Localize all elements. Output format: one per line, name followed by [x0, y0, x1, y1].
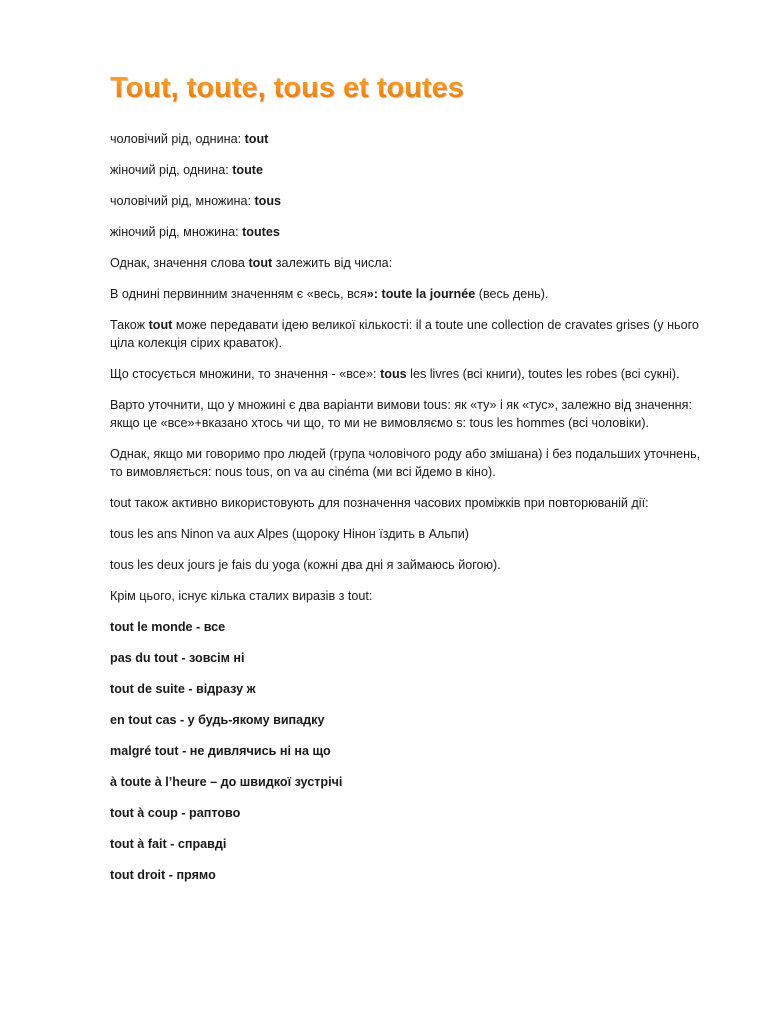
form-masc-singular — [110, 130, 715, 148]
bold-text: tout — [248, 256, 273, 270]
expression-item: tout de suite - відразу ж — [110, 682, 256, 696]
paragraph-plural — [110, 365, 715, 383]
text: Що стосується множини, то значення - «все»: — [110, 367, 381, 381]
expression-item: tout le monde - все — [110, 620, 226, 634]
text: (весь день). — [475, 287, 549, 301]
form-fem-plural — [110, 223, 715, 241]
paragraph-pronunciation: Варто уточнити, що у множині є два варіанти вимови tous: як «ту» і як «тус», залежно від значення: якщо це «все»+вказано хтось чи що, то ми не вимовляємо s: tous les hommes (всі чоловіки). — [110, 398, 692, 430]
expression-item: malgré tout - не дивлячись ні на що — [110, 744, 331, 758]
form-word: tout — [244, 132, 269, 146]
paragraph-singular — [110, 285, 715, 303]
expression-item: tout à fait - справді — [110, 837, 227, 851]
form-label: чоловічий рід, однина: — [110, 132, 245, 146]
text: Також — [110, 318, 149, 332]
paragraph-quantity — [110, 316, 715, 352]
text: В однині первинним значенням є «весь, вся — [110, 287, 367, 301]
example-days: tous les deux jours je fais du yoga (кожні два дні я займаюсь йогою). — [110, 558, 501, 572]
expression-item: à toute à l’heure – до швидкої зустрічі — [110, 775, 343, 789]
expression-item: pas du tout - зовсім ні — [110, 651, 245, 665]
expression-item: tout à coup - раптово — [110, 806, 241, 820]
text: Однак, значення слова — [110, 256, 249, 270]
form-word: toute — [232, 163, 263, 177]
form-label: жіночий рід, однина: — [110, 163, 233, 177]
expression-item: tout droit - прямо — [110, 868, 216, 882]
bold-text: tous — [380, 367, 407, 381]
paragraph-time: tout також активно використовують для позначення часових проміжків при повторюваній дії: — [110, 496, 649, 510]
form-label: чоловічий рід, множина: — [110, 194, 255, 208]
text: може передавати ідею великої кількості: il a toute une collection de cravates grises (у нього ціла колекція сірих краваток). — [110, 318, 699, 350]
bold-text: »: toute la journée — [366, 287, 476, 301]
bold-text: tout — [148, 318, 173, 332]
text: les livres (всі книги), toutes les robes (всі сукні). — [406, 367, 680, 381]
form-masc-plural — [110, 192, 715, 210]
paragraph-number — [110, 254, 715, 272]
text: залежить від числа: — [272, 256, 393, 270]
form-label: жіночий рід, множина: — [110, 225, 243, 239]
example-years: tous les ans Ninon va aux Alpes (щороку Нінон їздить в Альпи) — [110, 527, 469, 541]
paragraph-expressions: Крім цього, існує кілька сталих виразів з tout: — [110, 589, 373, 603]
form-word: toutes — [242, 225, 280, 239]
form-fem-singular — [110, 161, 715, 179]
form-word: tous — [254, 194, 282, 208]
expression-item: en tout cas - у будь-якому випадку — [110, 713, 325, 727]
page-title: Tout, toute, tous et toutes — [110, 66, 715, 110]
document-page — [110, 66, 715, 897]
paragraph-people: Однак, якщо ми говоримо про людей (група чоловічого роду або змішана) і без подальших уточнень, то вимовляється: nous tous, on va au cinéma (ми всі йдемо в кіно). — [110, 447, 701, 479]
